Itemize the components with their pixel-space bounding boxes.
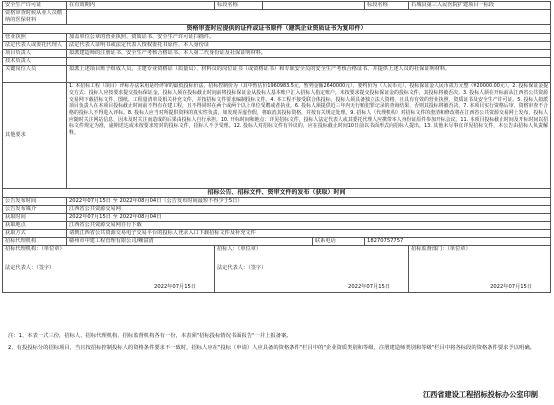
value-key-staff: 拟派上述项目班子组成人员，主建专业资格证（质量员）、材料员的岗位证书（或资格证书）和专职安全员的安全生产考核合格证书、并提供上述人员的社保证明材料。 <box>67 66 551 83</box>
signature-tenderer-label: 招标人：（单位章） <box>217 246 262 253</box>
value-publish-time: 2022年07月15日 至 2022年08月04日（公告发布时间最短不得少于5日） <box>67 198 551 206</box>
signature-agency-rep: 法定代表人：（签字） <box>5 265 55 272</box>
value-publish-media: 江西省公共资源交易网 <box>67 206 551 214</box>
row-tech-lead <box>3 58 551 66</box>
label-key-staff: 关键岗位人员 <box>3 66 67 83</box>
label-section-name-2: 标段名称 <box>365 2 409 10</box>
announcement-table <box>2 1 551 293</box>
row-file-time <box>3 214 551 222</box>
footnotes <box>8 332 548 352</box>
row-signatures <box>3 246 551 293</box>
value-file-method: 请到江西省公共资源交易电子交易平台的投标人登录入口下载招标文件及补充文件 <box>67 230 551 238</box>
label-section-name: 标段名称 <box>215 2 263 10</box>
footnote-2: 2、有投投标分的招标项目，当且按招标控制投标人的资格条件要求不一致时，招标人应在"投标（申请）人应具备的资格条件"栏目中的"企业资质类别和等级、注册建造师类别和等级"栏目中将各标段的资格条件要求予以明确。 <box>8 344 535 351</box>
value-license: 加盖单位公章的营业执照、资质证书、安全生产许可证扫描件。 <box>67 34 551 42</box>
label-project-manager: 项目负责人 <box>3 50 67 58</box>
label-phone: 联系电话 <box>313 238 365 246</box>
row-section-title <box>3 25 551 34</box>
section-title: 资格审查时应提供的证件或证书原件（建筑企业资质证书为复印件） <box>3 25 551 34</box>
row-legal-rep <box>3 42 551 50</box>
row-agency <box>3 238 551 246</box>
row-publish-title <box>3 189 551 198</box>
label-safety-permit: 安全生产许可证 <box>3 2 67 10</box>
value-insurance <box>67 10 551 25</box>
value-other-requirements: 1. 本招标工程（项目）评标办法采用是经评审的最低投标价法，招标控制价为（其中暂估价1960983.5元，暂列金额2640000元），要约价为（人民币元），投标保证金人民币贰万元整（¥20000.00元）。2. 投标保证金提交方式：投标人应按要求提交投标保证金，投标人须在投标截止时间前将投标保证金从投标人基本账户汇入招标人指定账户，未按要求提交投标保证金的投标文件，其投标将被否决。3. 投标人须在开标前从江西省公共资源交易网下载招标文件、图纸、工程量清单及相关补充文件，并按招标文件要求编制投标文件。4. 本工程不接受联合体投标，投标人须具备独立法人资格，且具有有效的营业执照、资质证书及安全生产许可证。5. 投标人拟派项目负责人在本项目投标截止时间前不得有在建工程，且不得同时在两个或两个以上单位受聘或者执业。6. 投标人须提供近三年内无行贿犯罪记录的查询结果，否则其投标将被否决。7. 本项目实行资格后审，资格审查不合格的投标人不得进入评标。8. 投标人应当对所提供资料的真实性负责，如发现弄虚作假，将取消其投标资格，并按有关规定处理。9. 招标人（代理机构）对招标文件的澄清和修改将在江西省公共资源交易网上发布，投标人应随时关注网站信息，因未及时关注而造成的后果由投标人自行承担。10. 开标时间和地点：详见招标文件，投标人法定代表人或其委托代理人应携带本人身份证原件参加开标会议。11. 本项目投标截止时间及开标时间以招标文件规定为准，逾期送达或未按要求密封的投标文件，招标人不予受理。12. 投标人对招标文件有异议的，应在投标截止时间10日前以书面形式向招标人提出。13. 其他未尽事宜详见招标文件，本公告由招标人负责解释。 <box>67 83 551 189</box>
row-insurance <box>3 10 551 25</box>
row-publish-time <box>3 198 551 206</box>
label-tech-lead: 技术负责人 <box>3 58 67 66</box>
label-legal-rep: 法定代表人或委托代理人 <box>3 42 67 50</box>
label-license: 营业执照 <box>3 34 67 42</box>
value-project-manager: 拟派建造师的注册证书、安全生产考核合格证书、本人第二代身份证及社保证明材料。 <box>67 50 551 58</box>
signature-tenderer <box>215 246 409 293</box>
issuer-imprint: 江西省建设工程招标投标办公室印制 <box>422 390 538 399</box>
label-agency: 招标代理机构 <box>3 238 67 246</box>
label-file-time: 获取时间 <box>3 214 67 222</box>
value-legal-rep: 法定代表人证明书或法定代表人授权委托书原件、本人身份证 <box>67 42 551 50</box>
row-key-staff <box>3 66 551 83</box>
value-file-time: 2022年07月15日 至 2022年08月04日 <box>67 214 551 222</box>
row-other-requirements <box>3 83 551 189</box>
label-file-place: 获取地点 <box>3 222 67 230</box>
value-section-no <box>263 2 365 10</box>
value-agency: 赣州市中建工程管理有限公司/赖富清 <box>67 238 313 246</box>
signature-supervisor <box>409 246 551 293</box>
value-phone: 18270757757 <box>365 238 551 246</box>
row-file-method <box>3 230 551 238</box>
value-section-name: 石城县第三人民医院扩建项目一标段 <box>409 2 551 10</box>
footnote-1: 注：1、本表一式三份，招标人、招标代理机构、招标监督机构各有一份，本表须"招标投标情况书面报告"一并上报备案。 <box>8 333 292 339</box>
signature-supervisor-label: 招标监督部门：（单位章） <box>411 246 471 253</box>
row-safety-permit <box>3 2 551 10</box>
publish-section-title: 招标公告、招标文件、资审文件的发布（获取）时间 <box>3 189 551 198</box>
signature-agency-date: 2022年07月15日 <box>154 284 197 291</box>
value-tech-lead <box>67 58 551 66</box>
signature-supervisor-date: 2022年07月15日 <box>490 284 533 291</box>
label-file-method: 获取方式 <box>3 230 67 238</box>
label-publish-media: 公告发布媒介 <box>3 206 67 214</box>
label-insurance: 资格审查时候从业人员缴纳的医保材料 <box>3 10 67 25</box>
row-project-manager <box>3 50 551 58</box>
row-license <box>3 34 551 42</box>
signature-tenderer-date: 2022年07月15日 <box>348 284 391 291</box>
value-file-place: 江西省公共资源交易网自行下载 <box>67 222 551 230</box>
label-publish-time: 公告发布时间 <box>3 198 67 206</box>
signature-agency-label: 招标代理机构：（单位章） <box>5 246 65 253</box>
row-publish-media <box>3 206 551 214</box>
signature-tenderer-rep: 法定代表人：（签字） <box>217 265 267 272</box>
row-file-place <box>3 222 551 230</box>
value-safety-permit: 在有效期内 <box>67 2 215 10</box>
signature-agency <box>3 246 215 293</box>
label-other-requirements: 其他要求 <box>3 83 67 189</box>
